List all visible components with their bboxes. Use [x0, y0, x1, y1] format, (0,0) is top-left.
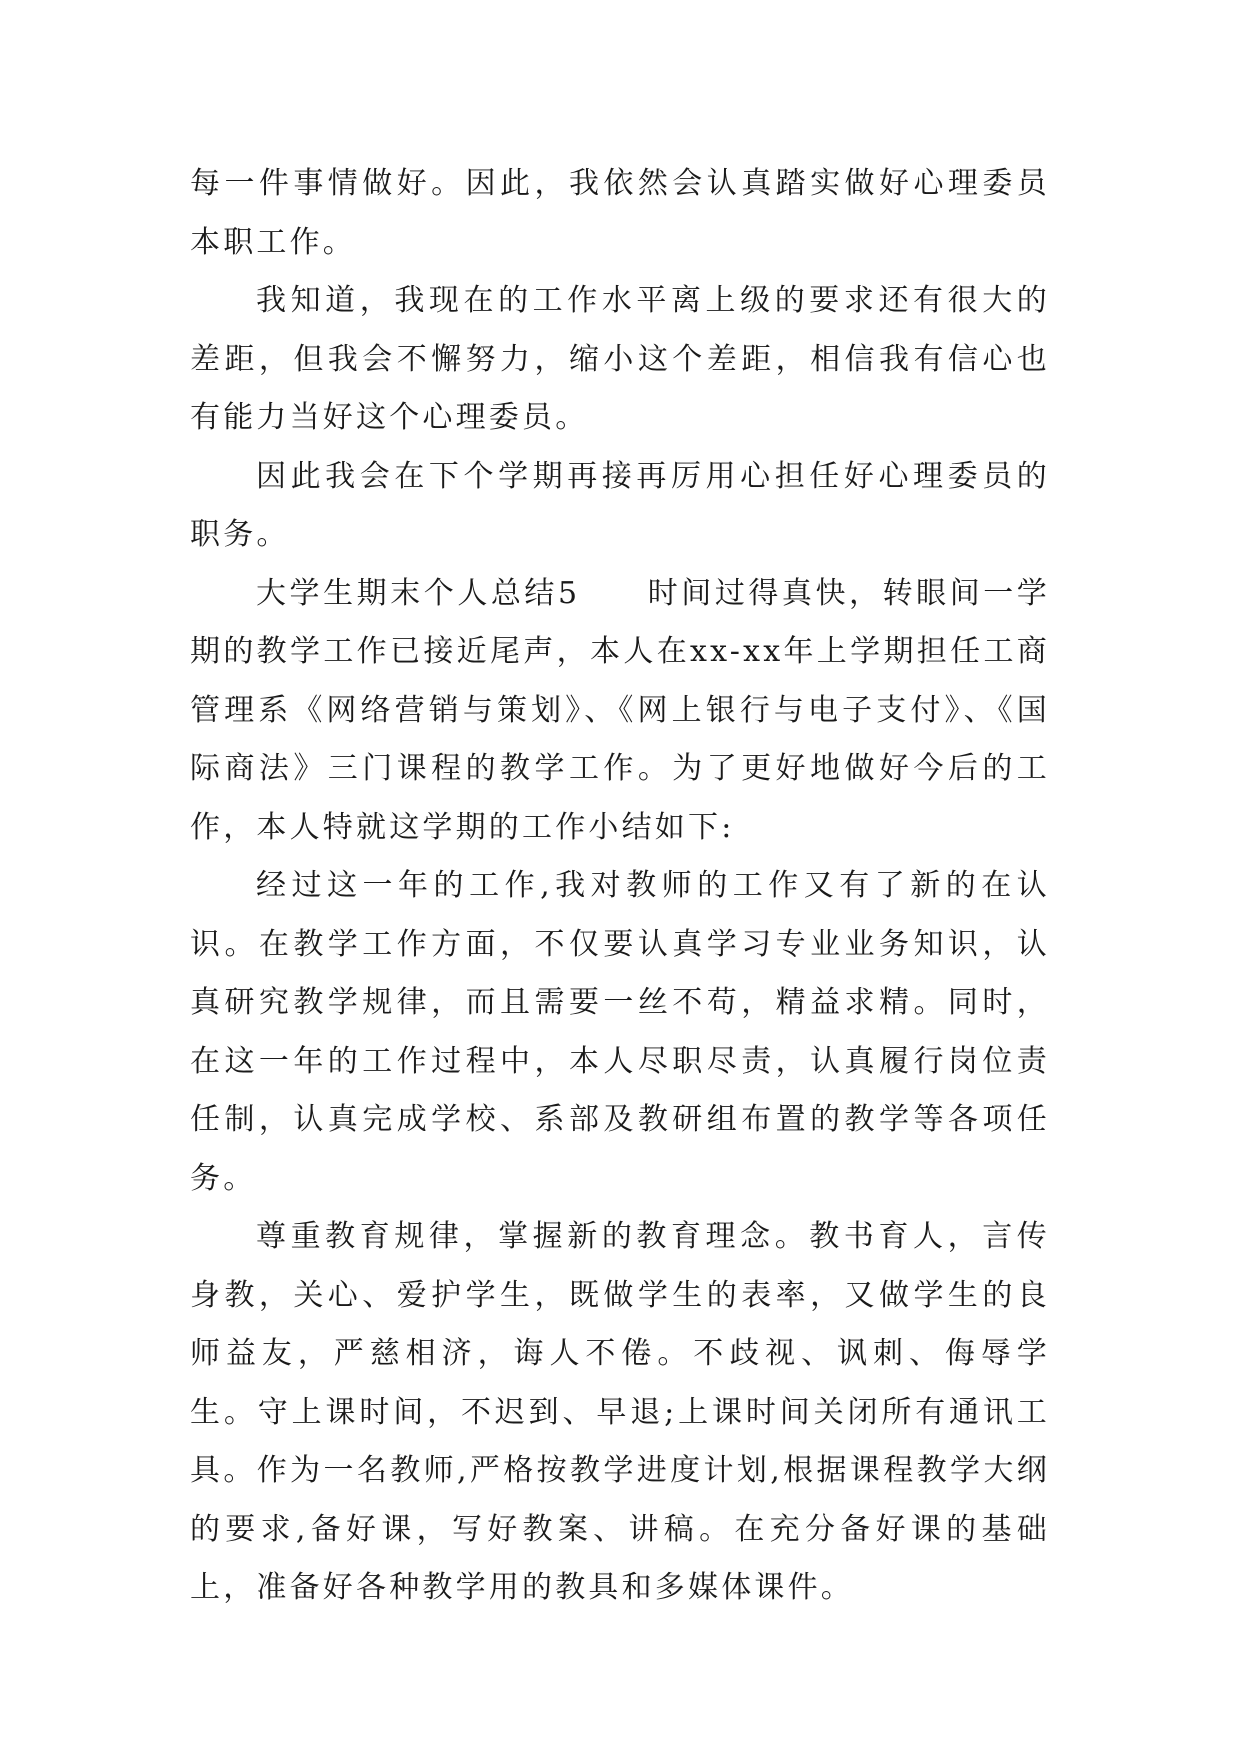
paragraph-2: 我知道，我现在的工作水平离上级的要求还有很大的差距，但我会不懈努力，缩小这个差距，相信我有信心也有能力当好这个心理委员。 [190, 283, 1050, 435]
paragraph-6: 尊重教育规律，掌握新的教育理念。教书育人，言传身教，关心、爱护学生，既做学生的表率，又做学生的良师益友，严慈相济，诲人不倦。不歧视、讽刺、侮辱学生。守上课时间，不迟到、早退;上课时间关闭所有通讯工具。作为一名教师,严格按教学进度计划,根据课程教学大纲的要求,备好课，写好教案、讲稿。在充分备好课的基础上，准备好各种教学用的教具和多媒体课件。 [190, 1219, 1050, 1605]
document-body [190, 155, 1050, 1618]
paragraph-3: 因此我会在下个学期再接再厉用心担任好心理委员的职务。 [190, 458, 1050, 552]
paragraph-5: 经过这一年的工作,我对教师的工作又有了新的在认识。在教学工作方面，不仅要认真学习专业业务知识，认真研究教学规律，而且需要一丝不苟，精益求精。同时，在这一年的工作过程中，本人尽职尽责，认真履行岗位责任制，认真完成学校、系部及教研组布置的教学等各项任务。 [190, 868, 1050, 1196]
paragraph-4: 大学生期末个人总结5 时间过得真快，转眼间一学期的教学工作已接近尾声，本人在xx-xx年上学期担任工商管理系《网络营销与策划》、《网上银行与电子支付》、《国际商法》三门课程的教学工作。为了更好地做好今后的工作，本人特就这学期的工作小结如下: [190, 575, 1050, 845]
paragraph-1: 每一件事情做好。因此，我依然会认真踏实做好心理委员本职工作。 [190, 166, 1050, 260]
